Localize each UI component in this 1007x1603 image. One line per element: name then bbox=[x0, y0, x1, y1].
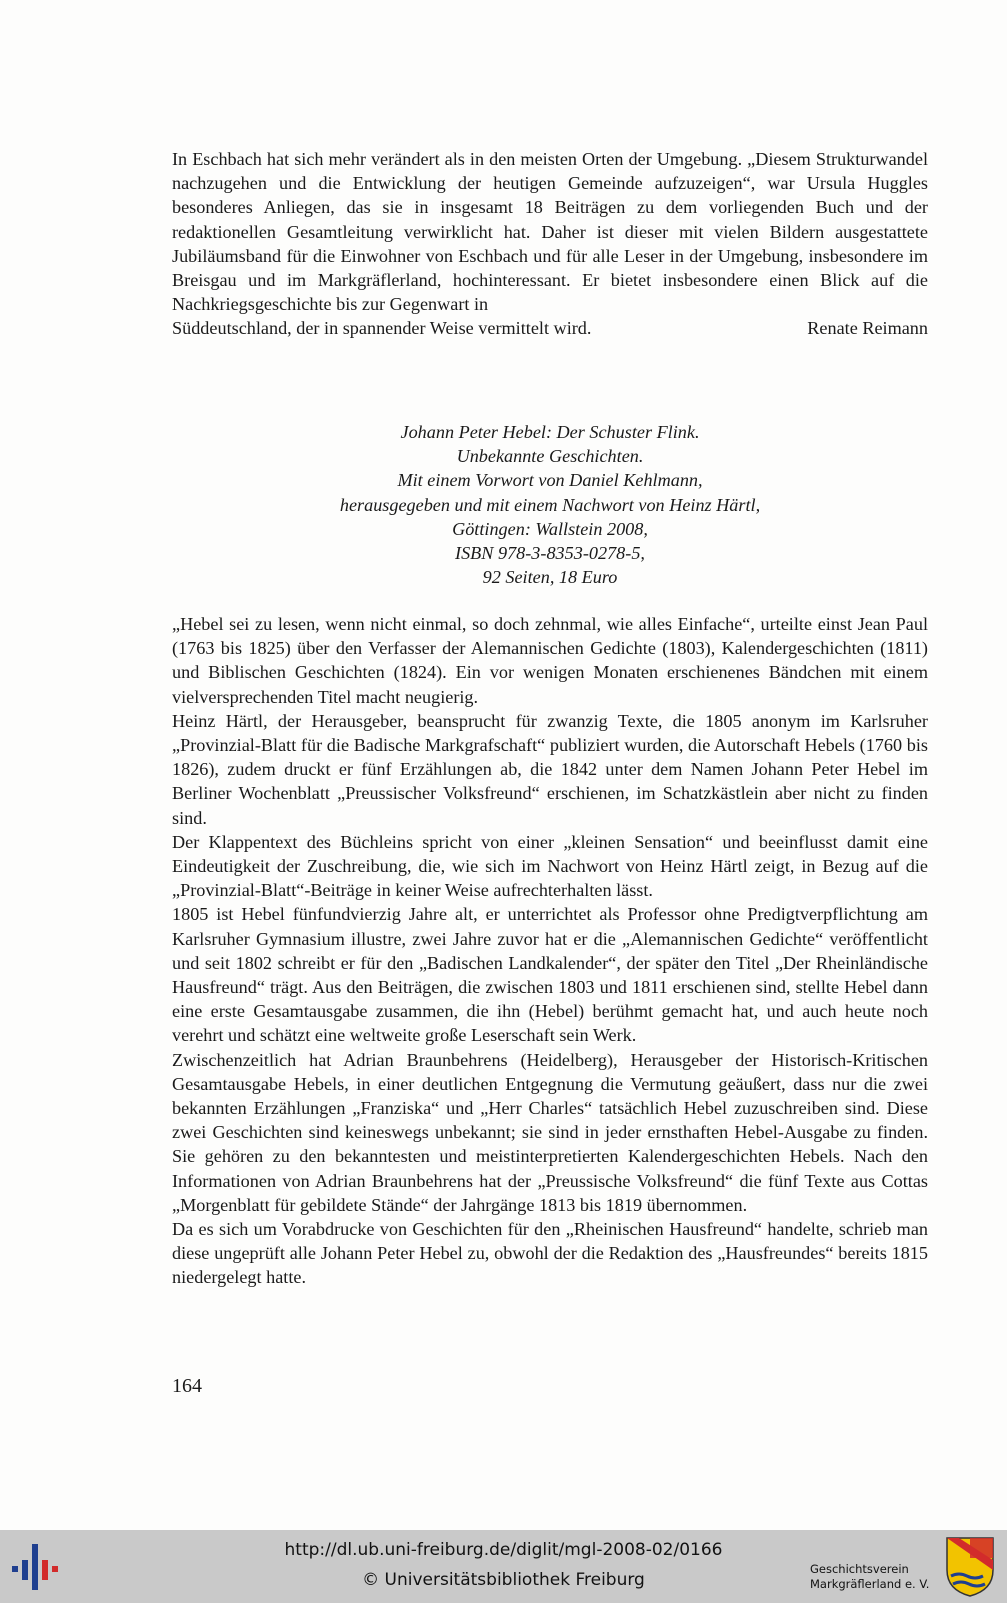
review-last-line: Süddeutschland, der in spannender Weise vermittelt wird. bbox=[172, 318, 592, 339]
previous-review bbox=[172, 147, 928, 341]
society-name bbox=[810, 1562, 929, 1592]
review-paragraph: Zwischenzeitlich hat Adrian Braunbehrens (Heidelberg), Herausgeber der Historisch-Kritischen Gesamtausgabe Hebels, in einer deutlichen Entgegnung die Vermutung geäußert, dass nur die zwei bekannten Erzählungen „Franziska“ und „Herr Charles“ tatsächlich Hebel zuzuschreiben sind. Diese zwei Geschichten sind keineswegs unbekannt; sie sind in jeder ernsthaften Hebel-Ausgabe zu finden. Sie gehören zu den bekanntesten und meistinterpretierten Kalendergeschichten Hebels. Nach den Informationen von Adrian Braunbehrens hat der „Preussische Volksfreund“ die fünf Texte aus Cottas „Morgenblatt für gebildete Stände“ der Jahrgänge 1813 bis 1819 übernommen. bbox=[172, 1049, 928, 1215]
society-name-line2: Markgräflerland e. V. bbox=[810, 1577, 930, 1591]
review-closing-line bbox=[172, 316, 928, 340]
coat-of-arms-icon bbox=[945, 1536, 995, 1598]
page-number: 164 bbox=[172, 1375, 202, 1397]
review-paragraph: 1805 ist Hebel fünfundvierzig Jahre alt, er unterrichtet als Professor ohne Predigtverpflichtung am Karlsruher Gymnasium illustre, zwei Jahre zuvor hat er die „Alemannischen Gedichte“ veröffentlicht und seit 1802 schreibt er für den „Badischen Landkalender“, der später den Titel „Der Rheinländische Hausfreund“ trägt. Aus den Beiträgen, die zwischen 1803 und 1811 erschienen sind, stellte Hebel dann eine erste Gesamtausgabe zusammen, die ihn (Hebel) berühmt gemacht hat, und auch heute noch verehrt und schätzt eine weltweite große Leserschaft sein Werk. bbox=[172, 904, 928, 1046]
review-paragraph: Heinz Härtl, der Herausgeber, beansprucht für zwanzig Texte, die 1805 anonym im Karlsruher „Provinzial-Blatt für die Badische Markgrafschaft“ publiziert wurden, die Autorschaft Hebels (1760 bis 1826), zudem druckt er fünf Erzählungen ab, die 1842 unter dem Namen Johann Peter Hebel im Berliner Wochenblatt „Preussischer Volksfreund“ erschienen, im Schatzkästlein aber nicht zu finden sind. bbox=[172, 710, 928, 828]
book-title: Johann Peter Hebel: Der Schuster Flink. bbox=[400, 422, 700, 442]
book-isbn: ISBN 978-3-8353-0278-5, bbox=[455, 543, 645, 564]
document-url-link[interactable]: http://dl.ub.uni-freiburg.de/diglit/mgl-2008-02/0166 bbox=[284, 1540, 723, 1560]
copyright-text: © Universitätsbibliothek Freiburg bbox=[362, 1570, 645, 1590]
book-foreword: Mit einem Vorwort von Daniel Kehlmann, bbox=[397, 470, 703, 491]
book-review bbox=[172, 612, 928, 1290]
book-subtitle: Unbekannte Geschichten. bbox=[456, 446, 644, 467]
review-paragraph: Da es sich um Vorabdrucke von Geschichten für den „Rheinischen Hausfreund“ handelte, schrieb man diese ungeprüft alle Johann Peter Hebel zu, obwohl der die Redaktion des „Hausfreundes“ bereits 1815 niedergelegt hatte. bbox=[172, 1219, 928, 1288]
book-pages-price: 92 Seiten, 18 Euro bbox=[482, 567, 618, 588]
review-paragraph: In Eschbach hat sich mehr verändert als in den meisten Orten der Umgebung. „Diesem Strukturwandel nachzugehen und die Entwicklung der heutigen Gemeinde aufzuzeigen“, war Ursula Huggles besonderes Anliegen, das sie in insgesamt 18 Beiträgen zu dem vorliegenden Buch und der redaktionellen Gesamtleitung verwirklicht hat. Daher ist dieser mit vielen Bildern ausgestattete Jubiläumsband für die Einwohner von Eschbach und für alle Leser in der Umgebung, insbesondere im Breisgau und im Markgräflerland, hochinteressant. Er bietet insbesondere einen Blick auf die Nachkriegsgeschichte bis zur Gegenwart in bbox=[172, 149, 928, 315]
viewer-footer bbox=[0, 1530, 1007, 1603]
review-paragraph: Der Klappentext des Büchleins spricht von einer „kleinen Sensation“ und beeinflusst damit eine Eindeutigkeit der Zuschreibung, die, wie sich im Nachwort von Heinz Härtl zeigt, in Bezug auf die „Provinzial-Blatt“-Beiträge in keiner Weise aufrechterhalten lässt. bbox=[172, 831, 928, 901]
book-citation bbox=[172, 420, 928, 589]
society-name-line1: Geschichtsverein bbox=[810, 1562, 909, 1576]
reviewer-name: Renate Reimann bbox=[807, 318, 928, 339]
book-publisher: Göttingen: Wallstein 2008, bbox=[452, 518, 648, 539]
review-paragraph: „Hebel sei zu lesen, wenn nicht einmal, so doch zehnmal, wie alles Einfache“, urteilte einst Jean Paul (1763 bis 1825) über den Verfasser der Alemannischen Gedichte (1803), Kalendergeschichten (1811) und Biblischen Geschichten (1824). Ein vor wenigen Monaten erschienenes Bändchen mit einem vielversprechenden Titel macht neugierig. bbox=[172, 614, 928, 707]
book-editor: herausgegeben und mit einem Nachwort von Heinz Härtl, bbox=[339, 494, 761, 515]
